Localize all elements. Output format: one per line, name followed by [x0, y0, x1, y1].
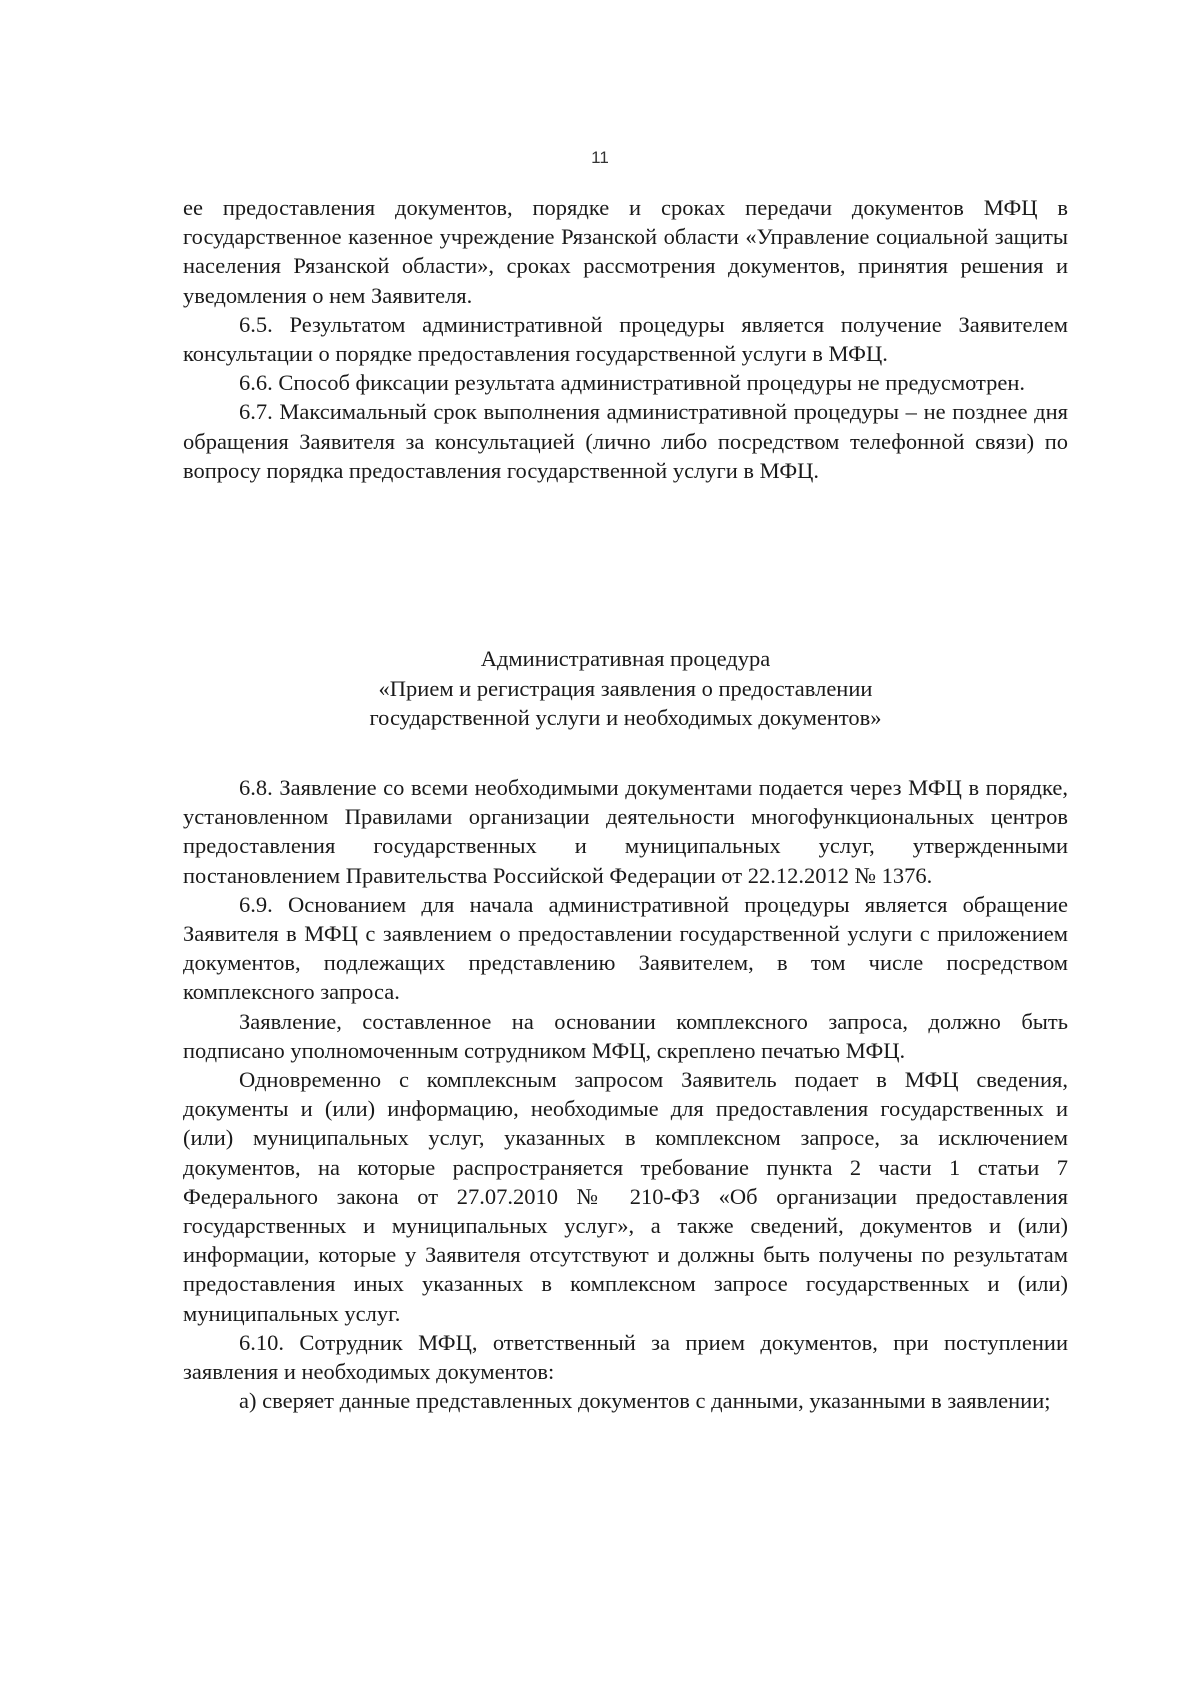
paragraph-6-6: 6.6. Способ фиксации результата административной процедуры не предусмотрен.	[239, 370, 1026, 396]
heading-line-3: государственной услуги и необходимых документов»	[369, 705, 882, 730]
heading-line-2: «Прием и регистрация заявления о предоставлении	[378, 675, 873, 701]
paragraph-6-7: 6.7. Максимальный срок выполнения административной процедуры – не позднее дня обращения Заявителя за консультацией (лично либо посредством телефонной связи) по вопросу порядка предоставления государственной услуги в МФЦ.	[183, 399, 1068, 483]
paragraph-complex-request-documents: Одновременно с комплексным запросом Заявитель подает в МФЦ сведения, документы и (или) информацию, необходимые для предоставления государственных и (или) муниципальных услуг, указанных в комплексном запросе, за исключением документов, на которые распространяется требование пункта 2 части 1 статьи 7 Федерального закона от 27.07.2010 № 210-ФЗ «Об организации предоставления государственных и муниципальных услуг», а также сведений, документов и (или) информации, которые у Заявителя отсутствуют и должны быть получены по результатам предоставления иных указанных в комплексном запросе государственных и (или) муниципальных услуг.	[183, 1067, 1068, 1326]
paragraph-6-8: 6.8. Заявление со всеми необходимыми документами подается через МФЦ в порядке, установленном Правилами организации деятельности многофункциональных центров предоставления государственных и муниципальных услуг, утвержденными постановлением Правительства Российской Федерации от 22.12.2012 № 1376.	[183, 775, 1068, 888]
paragraph-6-9: 6.9. Основанием для начала административной процедуры является обращение Заявителя в МФЦ с заявлением о предоставлении государственной услуги с приложением документов, подлежащих представлению Заявителем, в том числе посредством комплексного запроса.	[183, 891, 1068, 1005]
paragraph-6-10: 6.10. Сотрудник МФЦ, ответственный за прием документов, при поступлении заявления и необходимых документов:	[183, 1329, 1068, 1385]
section-reception	[183, 773, 1068, 1415]
paragraph-complex-request-signature: Заявление, составленное на основании комплексного запроса, должно быть подписано уполномоченным сотрудником МФЦ, скреплено печатью МФЦ.	[183, 1008, 1068, 1063]
paragraph-6-10-a: а) сверяет данные представленных документов с данными, указанными в заявлении;	[239, 1388, 1051, 1414]
page-number: 11	[591, 148, 609, 167]
heading-line-1: Административная процедура	[480, 646, 771, 671]
section-consultation	[183, 193, 1068, 485]
paragraph-continuation: ее предоставления документов, порядке и сроках передачи документов МФЦ в государственное казенное учреждение Рязанской области «Управление социальной защиты населения Рязанской области», сроках рассмотрения документов, принятия решения и уведомления о нем Заявителя.	[183, 195, 1068, 308]
section-heading	[183, 644, 1068, 733]
paragraph-6-5: 6.5. Результатом административной процедуры является получение Заявителем консультации о порядке предоставления государственной услуги в МФЦ.	[183, 311, 1068, 367]
